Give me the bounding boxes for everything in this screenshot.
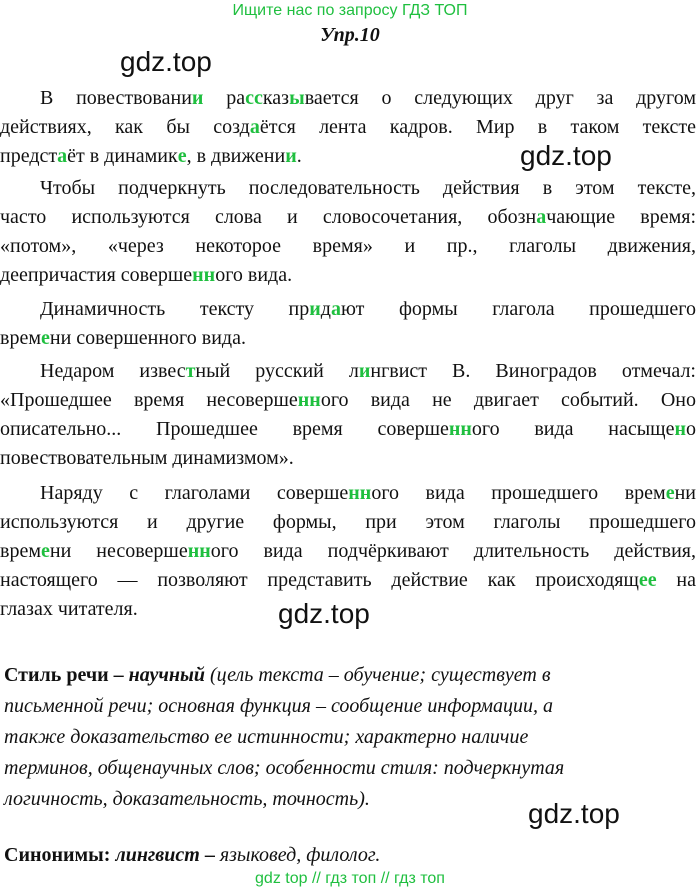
text-segment: , в движени: [186, 145, 286, 167]
watermark: gdz.top: [120, 46, 212, 77]
watermark: gdz.top: [528, 798, 620, 829]
text-segment: вается о следующих друг за другом: [304, 87, 696, 109]
highlighted-letters: е: [40, 327, 50, 349]
style-description-line: логичность, доказательность, точность).: [4, 788, 370, 810]
text-segment: описательно... Прошедшее время соверше: [0, 418, 449, 440]
style-description-line: также доказательство ее истинности; характерно наличие: [4, 726, 529, 748]
highlighted-letters: ы: [289, 87, 305, 109]
text-line: [0, 566, 696, 595]
text-segment: ого вида насыще: [471, 418, 675, 440]
text-segment: о: [686, 418, 696, 440]
highlighted-letters: е: [40, 540, 50, 562]
text-line: [0, 174, 696, 203]
highlighted-letters: а: [536, 206, 547, 228]
synonyms-word: лингвист: [115, 844, 200, 866]
text-line: [0, 84, 696, 113]
text-line: [0, 113, 696, 142]
text-line: [0, 479, 696, 508]
text-segment: врем: [0, 327, 41, 349]
text-segment: ни совершенного вида.: [49, 327, 246, 349]
text-segment: «Прошедшее время несоверше: [0, 389, 298, 411]
text-segment: «потом», «через некоторое время» и пр., глаголы движения,: [0, 235, 696, 257]
text-segment: ого вида прошедшего врем: [371, 482, 666, 504]
watermark: gdz.top: [278, 598, 370, 629]
text-line: [0, 444, 696, 473]
style-section: [4, 660, 694, 815]
exercise-title: Упр.10: [320, 24, 380, 46]
paragraph-3: [0, 295, 696, 353]
text-segment: ого вида подчёркивают длительность действия,: [210, 540, 697, 562]
highlighted-letters: и: [285, 145, 297, 167]
text-segment: ный русский л: [195, 360, 359, 382]
synonyms-section: [4, 840, 694, 871]
synonyms-values: языковед, филолог.: [214, 844, 381, 866]
text-segment: часто используются слова и словосочетания, обозн: [0, 206, 537, 228]
text-line: [0, 415, 696, 444]
text-line: [0, 386, 696, 415]
highlighted-letters: а: [249, 116, 260, 138]
text-segment: повествовательным динамизмом».: [0, 447, 294, 469]
highlighted-letters: сс: [245, 87, 263, 109]
text-segment: ра: [203, 87, 246, 109]
highlighted-letters: ее: [638, 569, 657, 591]
style-description-line: письменной речи; основная функция – сообщение информации, а: [4, 695, 554, 717]
style-description-line: терминов, общенаучных слов; особенности стиля: подчеркнутая: [4, 757, 565, 779]
highlighted-letters: н: [674, 418, 686, 440]
footer-links[interactable]: gdz top // гдз топ // гдз топ: [255, 870, 445, 887]
text-segment: глазах читателя.: [0, 598, 138, 620]
style-label: Стиль речи –: [4, 664, 124, 686]
text-line: [0, 261, 696, 290]
highlighted-letters: е: [665, 482, 675, 504]
highlighted-letters: и: [358, 360, 371, 382]
text-segment: действиях, как бы созд: [0, 116, 250, 138]
highlighted-letters: нн: [348, 482, 372, 504]
text-segment: ётся лента кадров. Мир в таком тексте: [259, 116, 696, 138]
text-segment: ого вида.: [215, 264, 293, 286]
text-line: [0, 203, 696, 232]
highlighted-letters: а: [330, 298, 341, 320]
highlighted-letters: нн: [192, 264, 216, 286]
text-segment: чающие время:: [546, 206, 696, 228]
synonyms-dash: –: [199, 844, 215, 866]
text-segment: деепричастия соверше: [0, 264, 193, 286]
text-segment: ни: [674, 482, 696, 504]
text-segment: Наряду с глаголами соверше: [40, 482, 349, 504]
paragraph-4: [0, 357, 696, 473]
text-segment: Недаром извес: [40, 360, 186, 382]
highlighted-letters: е: [177, 145, 187, 167]
synonyms-label: Синонимы:: [4, 844, 111, 866]
text-line: [0, 357, 696, 386]
text-line: [0, 324, 696, 353]
top-banner[interactable]: Ищите нас по запросу ГДЗ ТОП: [232, 2, 468, 19]
text-segment: ого вида не двигает событий. Оно: [320, 389, 696, 411]
highlighted-letters: и: [191, 87, 204, 109]
text-segment: предст: [0, 145, 58, 167]
watermark: gdz.top: [520, 140, 612, 171]
text-segment: нгвист В. Виноградов отмечал:: [370, 360, 696, 382]
text-segment: Динамичность тексту пр: [40, 298, 310, 320]
text-segment: ни несоверше: [49, 540, 188, 562]
text-segment: используются и другие формы, при этом глаголы прошедшего: [0, 511, 696, 533]
highlighted-letters: и: [309, 298, 321, 320]
text-line: [0, 295, 696, 324]
text-segment: настоящего — позволяют представить действие как происходящ: [0, 569, 639, 591]
text-segment: В повествовани: [40, 87, 192, 109]
highlighted-letters: т: [185, 360, 196, 382]
text-segment: Чтобы подчеркнуть последовательность действия в этом тексте,: [40, 177, 696, 199]
text-line: [0, 508, 696, 537]
highlighted-letters: а: [57, 145, 68, 167]
text-segment: каз: [262, 87, 290, 109]
highlighted-letters: нн: [448, 418, 472, 440]
style-description-line: (цель текста – обучение; существует в: [204, 664, 551, 686]
text-segment: д: [320, 298, 331, 320]
highlighted-letters: нн: [187, 540, 211, 562]
paragraph-2: [0, 174, 696, 290]
style-value: научный: [128, 664, 205, 686]
text-line: [0, 537, 696, 566]
text-segment: ют формы глагола прошедшего: [340, 298, 696, 320]
text-segment: ёт в динамик: [67, 145, 178, 167]
text-segment: врем: [0, 540, 41, 562]
text-line: [0, 232, 696, 261]
highlighted-letters: нн: [297, 389, 321, 411]
text-segment: на: [656, 569, 696, 591]
text-segment: .: [296, 145, 302, 167]
